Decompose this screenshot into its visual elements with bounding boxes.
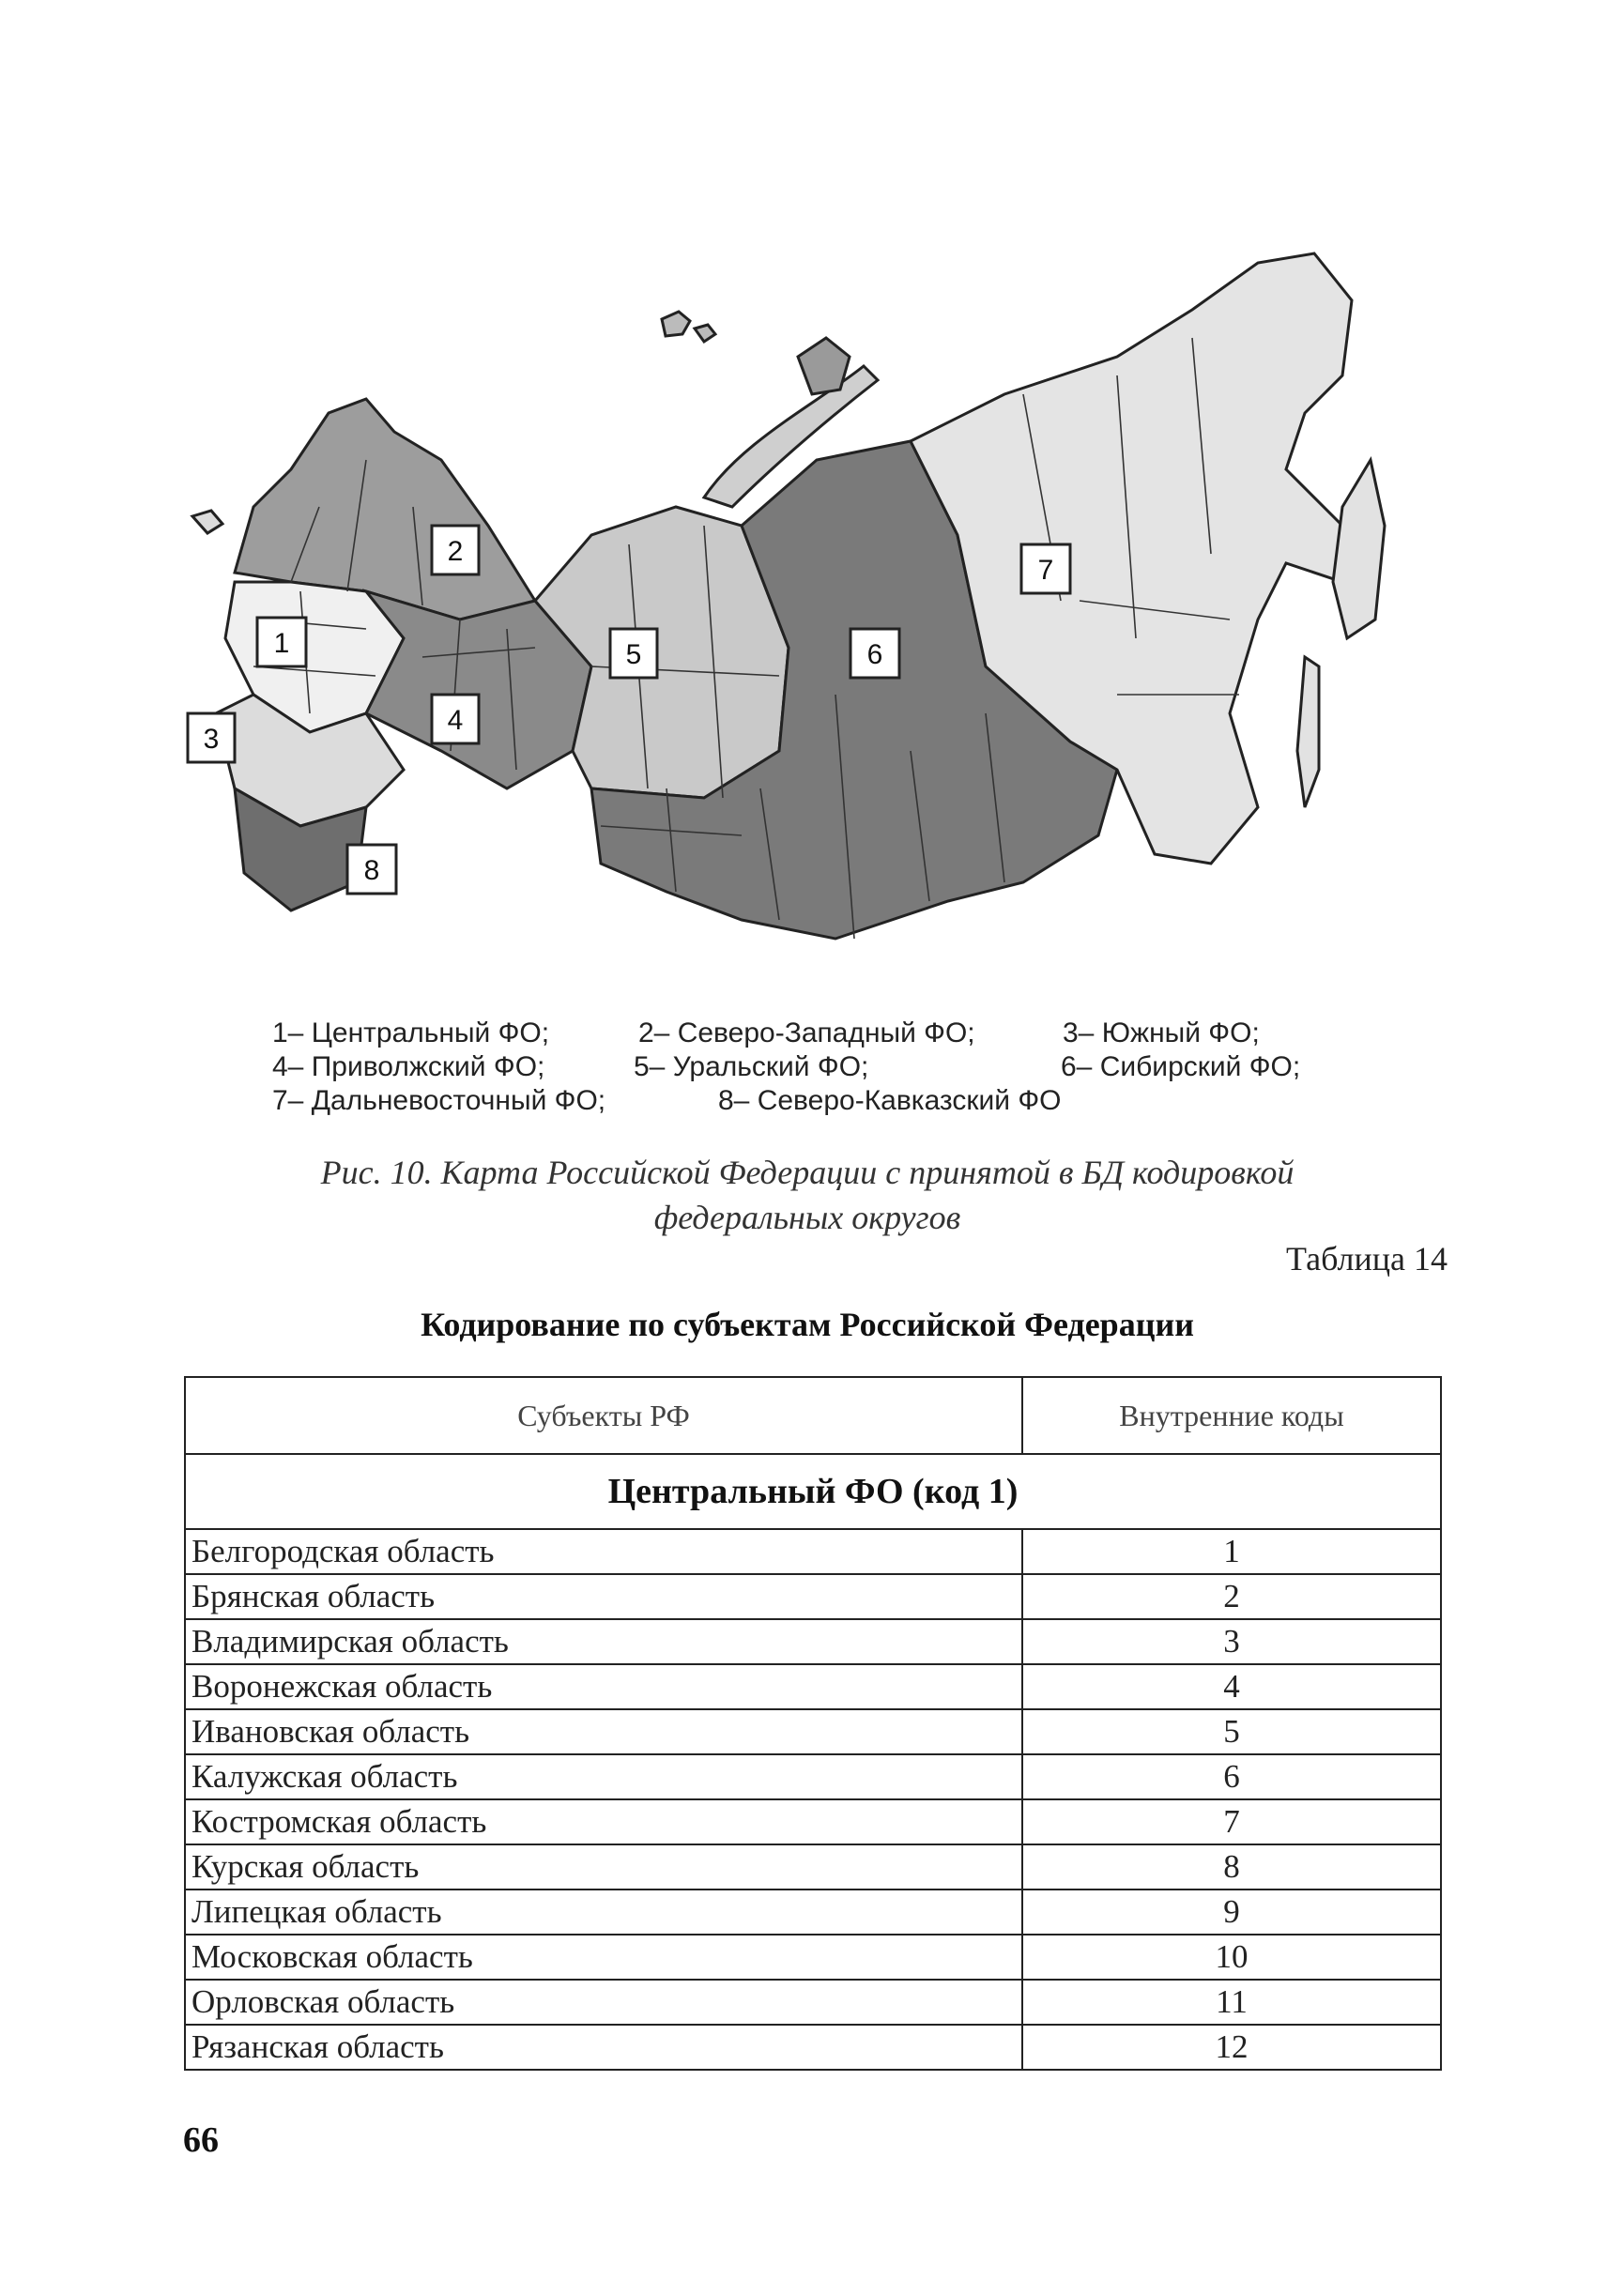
subject-code: 4 (1022, 1664, 1441, 1709)
subject-name: Липецкая область (185, 1890, 1022, 1935)
codes-table (184, 1376, 1442, 2071)
subject-code: 6 (1022, 1754, 1441, 1799)
subject-name: Воронежская область (185, 1664, 1022, 1709)
figure-caption (183, 1150, 1432, 1240)
label-4 (432, 695, 479, 743)
table-row (185, 1935, 1441, 1980)
legend-item: 7– Дальневосточный ФО; (272, 1085, 606, 1116)
table-row (185, 1529, 1441, 1574)
svg-text:7: 7 (1037, 555, 1054, 586)
subject-name: Брянская область (185, 1574, 1022, 1619)
russia-federal-districts-map (178, 225, 1399, 976)
caption-line: федеральных округов (653, 1199, 961, 1236)
svg-text:2: 2 (447, 536, 464, 567)
legend-item: 2– Северо-Западный ФО; (638, 1017, 975, 1048)
label-8 (347, 845, 396, 894)
table-row (185, 1619, 1441, 1664)
subject-code: 11 (1022, 1980, 1441, 2025)
sakhalin-island (1297, 657, 1319, 807)
table-row (185, 1664, 1441, 1709)
table-row (185, 1709, 1441, 1754)
table-row (185, 1574, 1441, 1619)
map-legend (272, 1017, 1380, 1118)
label-1 (257, 618, 306, 666)
kamchatka-peninsula (1333, 460, 1385, 638)
subject-name: Костромская область (185, 1799, 1022, 1844)
subject-name: Ивановская область (185, 1709, 1022, 1754)
table-group-row (185, 1454, 1441, 1529)
subject-code: 2 (1022, 1574, 1441, 1619)
subject-code: 1 (1022, 1529, 1441, 1574)
subject-code: 5 (1022, 1709, 1441, 1754)
subject-code: 10 (1022, 1935, 1441, 1980)
subject-code: 8 (1022, 1844, 1441, 1890)
island-severnaya-zemlya (798, 338, 850, 394)
subject-name: Рязанская область (185, 2025, 1022, 2070)
svg-text:3: 3 (203, 724, 220, 755)
subject-code: 9 (1022, 1890, 1441, 1935)
subject-name: Орловская область (185, 1980, 1022, 2025)
subject-name: Московская область (185, 1935, 1022, 1980)
label-6 (850, 629, 899, 678)
island-kaliningrad (192, 511, 222, 533)
header-subjects: Субъекты РФ (185, 1377, 1022, 1454)
svg-text:6: 6 (866, 639, 883, 670)
group-title: Центральный ФО (код 1) (185, 1454, 1441, 1529)
table-header-row (185, 1377, 1441, 1454)
island-franz-josef (662, 312, 715, 342)
table-row (185, 1754, 1441, 1799)
svg-text:1: 1 (273, 628, 290, 659)
label-3 (188, 713, 235, 762)
svg-text:5: 5 (625, 639, 642, 670)
label-2 (432, 526, 479, 574)
table-row (185, 2025, 1441, 2070)
table-row (185, 1844, 1441, 1890)
page-number: 66 (183, 2120, 219, 2160)
label-5 (610, 629, 657, 678)
caption-line: Рис. 10. Карта Российской Федерации с принятой в БД кодировкой (320, 1154, 1295, 1191)
table-number: Таблица 14 (1286, 1240, 1448, 1278)
legend-item: 1– Центральный ФО; (272, 1017, 550, 1048)
subject-name: Курская область (185, 1844, 1022, 1890)
subject-code: 7 (1022, 1799, 1441, 1844)
subject-name: Калужская область (185, 1754, 1022, 1799)
legend-item: 4– Приволжский ФО; (272, 1051, 545, 1082)
table-row (185, 1980, 1441, 2025)
subject-code: 3 (1022, 1619, 1441, 1664)
label-7 (1021, 544, 1070, 593)
table-row (185, 1799, 1441, 1844)
legend-item: 5– Уральский ФО; (634, 1051, 869, 1082)
subject-code: 12 (1022, 2025, 1441, 2070)
svg-text:8: 8 (363, 855, 380, 886)
svg-text:4: 4 (447, 705, 464, 736)
header-codes: Внутренние коды (1022, 1377, 1441, 1454)
table-row (185, 1890, 1441, 1935)
legend-item: 8– Северо-Кавказский ФО (718, 1085, 1062, 1116)
legend-item: 6– Сибирский ФО; (1061, 1051, 1301, 1082)
table-title: Кодирование по субъектам Российской Федерации (421, 1306, 1194, 1343)
subject-name: Белгородская область (185, 1529, 1022, 1574)
subject-name: Владимирская область (185, 1619, 1022, 1664)
legend-item: 3– Южный ФО; (1063, 1017, 1260, 1048)
